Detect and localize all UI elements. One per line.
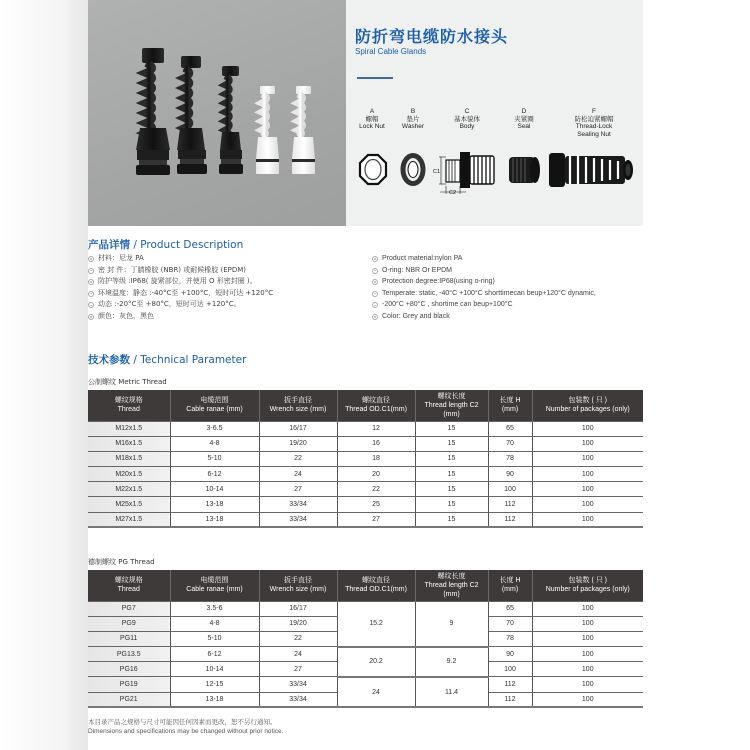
catalog-page xyxy=(88,0,643,750)
part-label-thread-lock-nut: F 防松迫紧螺帽 Thread-Lock Sealing Nut xyxy=(574,108,614,138)
table-cell: 15 xyxy=(415,436,488,451)
table-cell: 70 xyxy=(488,436,532,451)
gland-white-1 xyxy=(256,86,279,174)
description-item: Product material:nylon PA xyxy=(372,253,596,265)
table-cell: 100 xyxy=(532,631,643,646)
table-cell: 18 xyxy=(337,451,415,466)
header-cable-range: 电缆范围 Cable ranae (mm) xyxy=(170,570,259,601)
description-item: 环境温度：静态 :-40°C至 +100°C，短时可达 +120°C xyxy=(88,288,273,300)
table-cell: 33/34 xyxy=(259,677,337,692)
description-item: Protection degree:IP68(using o-ring) xyxy=(372,276,596,288)
table-cell: 100 xyxy=(532,482,643,497)
table-cell: 112 xyxy=(488,512,532,527)
table-cell: PG11 xyxy=(88,631,170,646)
table-cell: 100 xyxy=(532,677,643,692)
description-list-en xyxy=(372,253,596,323)
bullet-icon xyxy=(88,302,94,308)
table-cell: 5-10 xyxy=(170,451,259,466)
table-row xyxy=(88,497,643,512)
body-icon xyxy=(433,152,494,196)
table-cell: 11.4 xyxy=(415,677,488,707)
description-item: Color: Grey and black xyxy=(372,311,596,323)
table-cell: 78 xyxy=(488,631,532,646)
hero-banner xyxy=(88,0,643,226)
technical-parameter-heading: 技术参数 / Technical Parameter xyxy=(88,354,247,366)
table-cell: 4-8 xyxy=(170,616,259,631)
table-cell: 9 xyxy=(415,601,488,647)
header-thread-od: 螺纹直径 Thread OD.C1(mm) xyxy=(337,390,415,421)
table-row xyxy=(88,451,643,466)
table-cell: 10-14 xyxy=(170,482,259,497)
disclaimer-footnote xyxy=(88,718,283,736)
table-cell: PG7 xyxy=(88,601,170,616)
table-cell: M12x1.5 xyxy=(88,421,170,436)
table-row xyxy=(88,677,643,692)
table-cell: 15.2 xyxy=(337,601,415,647)
description-item: 颜色：灰色，黑色 xyxy=(88,311,273,323)
thread-lock-nut-icon xyxy=(549,153,633,187)
header-wrench-size: 扳手直径 Wrench size (mm) xyxy=(259,390,337,421)
product-description-heading: 产品详情 / Product Description xyxy=(88,239,244,251)
table-cell: 24 xyxy=(259,647,337,662)
seal-icon xyxy=(509,157,540,183)
header-packages: 包装数 ( 只 ) Number of packages (only) xyxy=(532,390,643,421)
table-cell: M22x1.5 xyxy=(88,482,170,497)
header-thread-length: 螺纹长度 Thread length C2 (mm) xyxy=(415,570,488,601)
table-cell: 24 xyxy=(337,677,415,707)
spiral-cable-glands-image xyxy=(88,0,346,226)
table-cell: PG16 xyxy=(88,662,170,677)
product-title-en: Spiral Cable Glands xyxy=(355,47,427,56)
table-cell: 22 xyxy=(337,482,415,497)
table-cell: 112 xyxy=(488,497,532,512)
table-cell: 100 xyxy=(532,467,643,482)
table-cell: 100 xyxy=(532,601,643,616)
table-cell: PG19 xyxy=(88,677,170,692)
table-cell: M27x1.5 xyxy=(88,512,170,527)
table-cell: 15 xyxy=(415,482,488,497)
description-item: O-ring: NBR Or EPDM xyxy=(372,265,596,277)
table-cell: 15 xyxy=(415,497,488,512)
table-cell: 100 xyxy=(532,436,643,451)
bullet-icon xyxy=(372,268,378,274)
table-cell: PG9 xyxy=(88,616,170,631)
table-row xyxy=(88,482,643,497)
pg-thread-caption: 德制螺纹 PG Thread xyxy=(88,558,155,566)
bullet-icon xyxy=(372,302,378,308)
table-cell: 19/20 xyxy=(259,616,337,631)
table-cell: 27 xyxy=(259,482,337,497)
metric-thread-table xyxy=(88,390,643,528)
table-cell: 13-18 xyxy=(170,512,259,527)
table-header-row xyxy=(88,570,643,601)
header-wrench-size: 扳手直径 Wrench size (mm) xyxy=(259,570,337,601)
table-cell: 100 xyxy=(532,692,643,707)
lock-nut-icon xyxy=(360,155,386,184)
disclaimer-en: Dimensions and specifications may be changed without prior notice. xyxy=(88,728,284,735)
table-cell: 13-18 xyxy=(170,692,259,707)
table-cell: 65 xyxy=(488,421,532,436)
table-header-row xyxy=(88,390,643,421)
table-cell: 100 xyxy=(532,512,643,527)
header-cable-range: 电缆范围 Cable ranae (mm) xyxy=(170,390,259,421)
metric-thread-caption: 公制螺纹 Metric Thread xyxy=(88,378,167,386)
table-cell: 112 xyxy=(488,677,532,692)
bullet-icon xyxy=(372,256,378,262)
table-cell: 10-14 xyxy=(170,662,259,677)
bullet-icon xyxy=(88,268,94,274)
gland-white-2 xyxy=(292,86,315,174)
table-cell: 100 xyxy=(532,647,643,662)
header-thread-length: 螺纹长度 Thread length C2 (mm) xyxy=(415,390,488,421)
description-item: 动态 :-20°C至 +80°C，短时可达 +120°C。 xyxy=(88,299,273,311)
table-cell: 33/34 xyxy=(259,692,337,707)
table-cell: 100 xyxy=(532,662,643,677)
table-row xyxy=(88,601,643,616)
table-cell: 25 xyxy=(337,497,415,512)
table-cell: 15 xyxy=(415,451,488,466)
table-cell: 65 xyxy=(488,601,532,616)
washer-icon xyxy=(403,156,423,184)
header-length-h: 长度 H (mm) xyxy=(488,570,532,601)
table-cell: 9.2 xyxy=(415,647,488,677)
description-item: -200°C +80°C , shortime can beup+100°C xyxy=(372,299,596,311)
table-cell: 78 xyxy=(488,451,532,466)
bullet-icon xyxy=(88,256,94,262)
table-cell: PG21 xyxy=(88,692,170,707)
table-cell: 27 xyxy=(259,662,337,677)
gland-medium-black xyxy=(177,56,207,174)
part-label-lock-nut: A 螺帽 Lock Nut xyxy=(359,108,385,130)
part-label-washer: B 垫片 Washer xyxy=(401,108,425,130)
product-photo xyxy=(88,0,346,226)
header-packages: 包装数 ( 只 ) Number of packages (only) xyxy=(532,570,643,601)
table-cell: M18x1.5 xyxy=(88,451,170,466)
table-cell: 16/17 xyxy=(259,421,337,436)
table-cell: 100 xyxy=(532,497,643,512)
bullet-icon xyxy=(88,279,94,285)
description-item: 材料：尼龙 PA xyxy=(88,253,273,265)
pg-thread-table xyxy=(88,570,643,708)
table-cell: PG13.5 xyxy=(88,647,170,662)
description-list-zh xyxy=(88,253,273,323)
table-cell: 3-6.5 xyxy=(170,421,259,436)
table-cell: 20.2 xyxy=(337,647,415,677)
table-cell: 33/34 xyxy=(259,497,337,512)
description-item: Temperate: static, -40°C +100°C shorttimecan beup+120°C dynamic, xyxy=(372,288,596,300)
part-label-seal: D 夹紧圈 Seal xyxy=(514,108,534,130)
part-label-body: C 基本貌体 Body xyxy=(454,108,480,130)
table-cell: 15 xyxy=(415,512,488,527)
table-cell: 100 xyxy=(488,662,532,677)
page-margin xyxy=(0,0,88,750)
title-underline xyxy=(357,77,393,79)
bullet-icon xyxy=(88,314,94,320)
table-cell: 16/17 xyxy=(259,601,337,616)
header-length-h: 长度 H (mm) xyxy=(488,390,532,421)
table-cell: M25x1.5 xyxy=(88,497,170,512)
description-item: 防护等级 :IP68( 旋紧部位，并使用 O 形密封圈 )。 xyxy=(88,276,273,288)
table-cell: 19/20 xyxy=(259,436,337,451)
table-row xyxy=(88,421,643,436)
table-cell: 90 xyxy=(488,647,532,662)
disclaimer-zh: 本目录产品之规格与尺寸可能因任何因素而更改，恕不另行通知。 xyxy=(88,718,277,726)
bullet-icon xyxy=(372,314,378,320)
table-cell: 33/34 xyxy=(259,512,337,527)
header-thread-od: 螺纹直径 Thread OD.C1(mm) xyxy=(337,570,415,601)
table-cell: 16 xyxy=(337,436,415,451)
gland-large-black xyxy=(136,48,170,175)
table-row xyxy=(88,467,643,482)
table-cell: M16x1.5 xyxy=(88,436,170,451)
parts-drawing xyxy=(346,148,643,218)
table-cell: 13-18 xyxy=(170,497,259,512)
table-cell: M20x1.5 xyxy=(88,467,170,482)
table-cell: 4-8 xyxy=(170,436,259,451)
table-cell: 100 xyxy=(532,616,643,631)
c2-label: C2 xyxy=(449,190,457,196)
bullet-icon xyxy=(88,291,94,297)
table-cell: 112 xyxy=(488,692,532,707)
c1-label: C1 xyxy=(433,169,441,175)
table-cell: 90 xyxy=(488,467,532,482)
bullet-icon xyxy=(372,291,378,297)
table-cell: 12-15 xyxy=(170,677,259,692)
table-cell: 27 xyxy=(337,512,415,527)
product-title-zh: 防折弯电缆防水接头 xyxy=(355,27,509,46)
table-cell: 12 xyxy=(337,421,415,436)
table-cell: 20 xyxy=(337,467,415,482)
table-cell: 22 xyxy=(259,451,337,466)
table-cell: 100 xyxy=(532,421,643,436)
bullet-icon xyxy=(372,279,378,285)
table-cell: 22 xyxy=(259,631,337,646)
table-row xyxy=(88,512,643,527)
header-thread: 螺纹规格 Thread xyxy=(88,570,170,601)
gland-small-black xyxy=(219,66,243,174)
table-cell: 6-12 xyxy=(170,647,259,662)
exploded-parts-diagram xyxy=(346,108,643,218)
table-cell: 15 xyxy=(415,421,488,436)
table-cell: 15 xyxy=(415,467,488,482)
table-cell: 6-12 xyxy=(170,467,259,482)
table-cell: 24 xyxy=(259,467,337,482)
table-row xyxy=(88,436,643,451)
table-row xyxy=(88,647,643,662)
description-item: 密 封 件：丁腈橡胶 (NBR) 或耐候橡胶 (EPDM) xyxy=(88,265,273,277)
table-cell: 100 xyxy=(488,482,532,497)
table-cell: 5-10 xyxy=(170,631,259,646)
table-cell: 70 xyxy=(488,616,532,631)
header-thread: 螺纹规格 Thread xyxy=(88,390,170,421)
table-cell: 3.5-6 xyxy=(170,601,259,616)
table-cell: 100 xyxy=(532,451,643,466)
